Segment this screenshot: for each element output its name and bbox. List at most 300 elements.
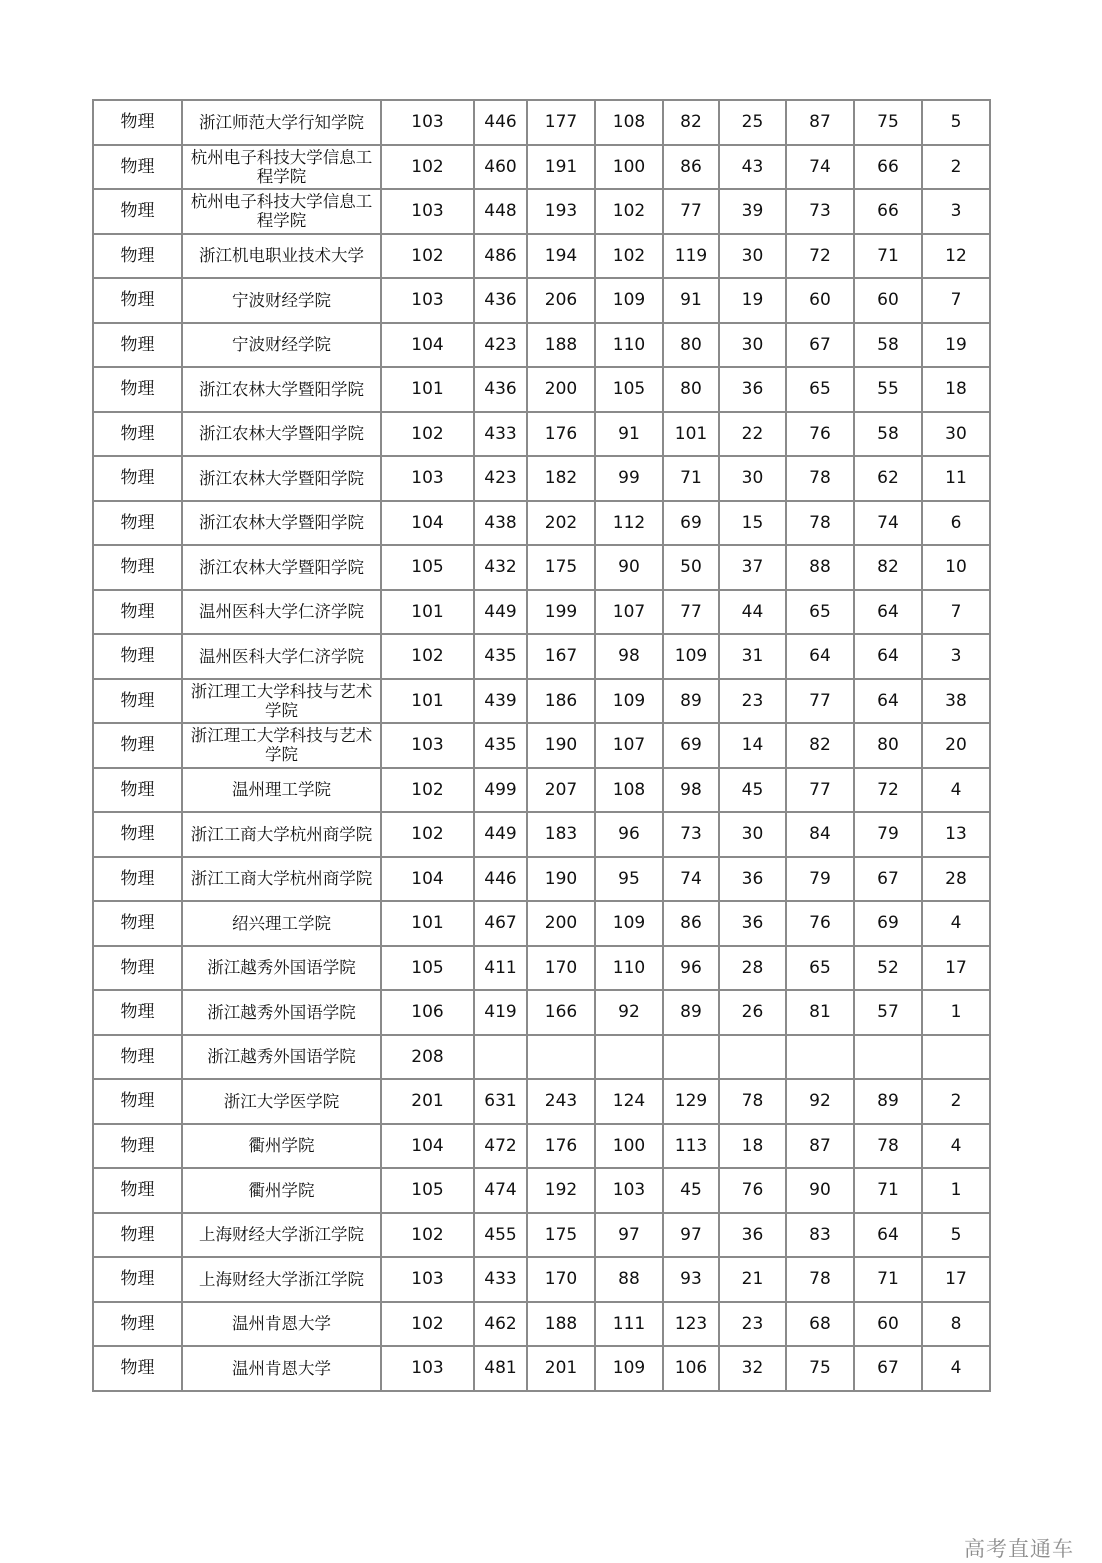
- rank-tail-cell: 17: [922, 946, 990, 991]
- school-cell: 上海财经大学浙江学院: [182, 1213, 381, 1258]
- school-cell: 浙江大学医学院: [182, 1079, 381, 1124]
- math-cell: 86: [663, 901, 719, 946]
- total-cell: 439: [474, 679, 527, 724]
- subject-cell: 物理: [93, 1035, 182, 1080]
- total-cell: 419: [474, 990, 527, 1035]
- school-cell: 绍兴理工学院: [182, 901, 381, 946]
- physics-cell: 76: [786, 901, 854, 946]
- rank-tail-cell: 2: [922, 145, 990, 190]
- school-cell: 温州肯恩大学: [182, 1302, 381, 1347]
- chinese-cell: 109: [595, 278, 663, 323]
- total-cell: 423: [474, 456, 527, 501]
- subject-cell: 物理: [93, 1346, 182, 1391]
- school-cell: 上海财经大学浙江学院: [182, 1257, 381, 1302]
- major-group-code-cell: 105: [381, 1168, 474, 1213]
- table-row: [93, 723, 990, 768]
- chinese-cell: 110: [595, 323, 663, 368]
- elective-cell: 64: [854, 634, 922, 679]
- total-cell: 486: [474, 234, 527, 279]
- chinese-cell: 103: [595, 1168, 663, 1213]
- chinese-cell: 98: [595, 634, 663, 679]
- table-row: [93, 323, 990, 368]
- rank-tail-cell: 17: [922, 1257, 990, 1302]
- rank-tail-cell: 10: [922, 545, 990, 590]
- school-cell: 浙江越秀外国语学院: [182, 1035, 381, 1080]
- subject-cell: 物理: [93, 1124, 182, 1169]
- chinese-math-sum-cell: 207: [527, 768, 595, 813]
- total-cell: 449: [474, 590, 527, 635]
- major-group-code-cell: 102: [381, 412, 474, 457]
- math-cell: 98: [663, 768, 719, 813]
- major-group-code-cell: 102: [381, 234, 474, 279]
- math-cell: 123: [663, 1302, 719, 1347]
- rank-tail-cell: 8: [922, 1302, 990, 1347]
- major-group-code-cell: 208: [381, 1035, 474, 1080]
- table-row: [93, 1079, 990, 1124]
- chinese-cell: 109: [595, 1346, 663, 1391]
- school-cell: 宁波财经学院: [182, 278, 381, 323]
- table-row: [93, 1035, 990, 1080]
- major-group-code-cell: 103: [381, 1346, 474, 1391]
- english-gap-cell: 26: [719, 990, 786, 1035]
- elective-cell: 58: [854, 412, 922, 457]
- elective-cell: [854, 1035, 922, 1080]
- subject-cell: 物理: [93, 1257, 182, 1302]
- math-cell: 50: [663, 545, 719, 590]
- total-cell: 435: [474, 634, 527, 679]
- total-cell: 433: [474, 1257, 527, 1302]
- chinese-math-sum-cell: [527, 1035, 595, 1080]
- chinese-math-sum-cell: 175: [527, 545, 595, 590]
- chinese-math-sum-cell: 188: [527, 1302, 595, 1347]
- school-cell: 衢州学院: [182, 1168, 381, 1213]
- rank-tail-cell: 11: [922, 456, 990, 501]
- major-group-code-cell: 103: [381, 456, 474, 501]
- major-group-code-cell: 105: [381, 946, 474, 991]
- table-row: [93, 1168, 990, 1213]
- math-cell: 113: [663, 1124, 719, 1169]
- major-group-code-cell: 106: [381, 990, 474, 1035]
- chinese-cell: 100: [595, 145, 663, 190]
- rank-tail-cell: 28: [922, 857, 990, 902]
- total-cell: 432: [474, 545, 527, 590]
- chinese-math-sum-cell: 194: [527, 234, 595, 279]
- rank-tail-cell: [922, 1035, 990, 1080]
- english-gap-cell: 37: [719, 545, 786, 590]
- chinese-math-sum-cell: 182: [527, 456, 595, 501]
- math-cell: 73: [663, 812, 719, 857]
- subject-cell: 物理: [93, 1302, 182, 1347]
- english-gap-cell: 76: [719, 1168, 786, 1213]
- elective-cell: 60: [854, 1302, 922, 1347]
- chinese-math-sum-cell: 166: [527, 990, 595, 1035]
- chinese-math-sum-cell: 176: [527, 1124, 595, 1169]
- english-gap-cell: [719, 1035, 786, 1080]
- physics-cell: 77: [786, 679, 854, 724]
- rank-tail-cell: 7: [922, 590, 990, 635]
- major-group-code-cell: 201: [381, 1079, 474, 1124]
- physics-cell: 72: [786, 234, 854, 279]
- english-gap-cell: 23: [719, 679, 786, 724]
- total-cell: 474: [474, 1168, 527, 1213]
- physics-cell: 88: [786, 545, 854, 590]
- elective-cell: 71: [854, 1168, 922, 1213]
- english-gap-cell: 36: [719, 901, 786, 946]
- physics-cell: 67: [786, 323, 854, 368]
- math-cell: 74: [663, 857, 719, 902]
- elective-cell: 75: [854, 100, 922, 145]
- total-cell: 467: [474, 901, 527, 946]
- table-row: [93, 679, 990, 724]
- rank-tail-cell: 4: [922, 768, 990, 813]
- chinese-cell: 112: [595, 501, 663, 546]
- english-gap-cell: 36: [719, 857, 786, 902]
- math-cell: 80: [663, 323, 719, 368]
- total-cell: 435: [474, 723, 527, 768]
- elective-cell: 64: [854, 590, 922, 635]
- school-cell: 浙江师范大学行知学院: [182, 100, 381, 145]
- school-cell: 浙江越秀外国语学院: [182, 946, 381, 991]
- table-row: [93, 1213, 990, 1258]
- english-gap-cell: 78: [719, 1079, 786, 1124]
- chinese-cell: 96: [595, 812, 663, 857]
- table-row: [93, 1346, 990, 1391]
- chinese-cell: 90: [595, 545, 663, 590]
- math-cell: 89: [663, 679, 719, 724]
- total-cell: [474, 1035, 527, 1080]
- subject-cell: 物理: [93, 812, 182, 857]
- physics-cell: 65: [786, 946, 854, 991]
- major-group-code-cell: 101: [381, 679, 474, 724]
- total-cell: 481: [474, 1346, 527, 1391]
- english-gap-cell: 45: [719, 768, 786, 813]
- school-cell: 浙江越秀外国语学院: [182, 990, 381, 1035]
- total-cell: 449: [474, 812, 527, 857]
- school-cell: 浙江农林大学暨阳学院: [182, 456, 381, 501]
- school-cell: 浙江工商大学杭州商学院: [182, 857, 381, 902]
- physics-cell: 77: [786, 768, 854, 813]
- elective-cell: 67: [854, 857, 922, 902]
- major-group-code-cell: 101: [381, 367, 474, 412]
- physics-cell: 82: [786, 723, 854, 768]
- school-cell: 浙江农林大学暨阳学院: [182, 367, 381, 412]
- chinese-cell: 108: [595, 100, 663, 145]
- elective-cell: 62: [854, 456, 922, 501]
- subject-cell: 物理: [93, 1213, 182, 1258]
- total-cell: 455: [474, 1213, 527, 1258]
- subject-cell: 物理: [93, 367, 182, 412]
- table-row: [93, 634, 990, 679]
- elective-cell: 60: [854, 278, 922, 323]
- school-cell: 温州理工学院: [182, 768, 381, 813]
- chinese-math-sum-cell: 175: [527, 1213, 595, 1258]
- math-cell: 96: [663, 946, 719, 991]
- subject-cell: 物理: [93, 100, 182, 145]
- english-gap-cell: 30: [719, 812, 786, 857]
- elective-cell: 66: [854, 189, 922, 234]
- school-cell: 衢州学院: [182, 1124, 381, 1169]
- physics-cell: 65: [786, 367, 854, 412]
- table-row: [93, 1302, 990, 1347]
- chinese-cell: 109: [595, 679, 663, 724]
- chinese-math-sum-cell: 192: [527, 1168, 595, 1213]
- math-cell: 45: [663, 1168, 719, 1213]
- rank-tail-cell: 5: [922, 1213, 990, 1258]
- chinese-cell: 102: [595, 234, 663, 279]
- table-row: [93, 545, 990, 590]
- chinese-math-sum-cell: 170: [527, 946, 595, 991]
- elective-cell: 80: [854, 723, 922, 768]
- chinese-cell: 111: [595, 1302, 663, 1347]
- english-gap-cell: 30: [719, 234, 786, 279]
- subject-cell: 物理: [93, 456, 182, 501]
- table-row: [93, 1257, 990, 1302]
- english-gap-cell: 36: [719, 367, 786, 412]
- table-body: [93, 100, 990, 1391]
- elective-cell: 57: [854, 990, 922, 1035]
- chinese-cell: 107: [595, 590, 663, 635]
- rank-tail-cell: 20: [922, 723, 990, 768]
- school-cell: 温州医科大学仁济学院: [182, 634, 381, 679]
- math-cell: 119: [663, 234, 719, 279]
- subject-cell: 物理: [93, 901, 182, 946]
- table-row: [93, 901, 990, 946]
- chinese-math-sum-cell: 190: [527, 857, 595, 902]
- rank-tail-cell: 1: [922, 1168, 990, 1213]
- rank-tail-cell: 13: [922, 812, 990, 857]
- english-gap-cell: 31: [719, 634, 786, 679]
- chinese-math-sum-cell: 201: [527, 1346, 595, 1391]
- english-gap-cell: 30: [719, 456, 786, 501]
- physics-cell: 78: [786, 1257, 854, 1302]
- major-group-code-cell: 104: [381, 857, 474, 902]
- physics-cell: 64: [786, 634, 854, 679]
- rank-tail-cell: 1: [922, 990, 990, 1035]
- subject-cell: 物理: [93, 234, 182, 279]
- subject-cell: 物理: [93, 545, 182, 590]
- total-cell: 472: [474, 1124, 527, 1169]
- chinese-cell: 110: [595, 946, 663, 991]
- physics-cell: 83: [786, 1213, 854, 1258]
- table-row: [93, 145, 990, 190]
- school-cell: 温州医科大学仁济学院: [182, 590, 381, 635]
- total-cell: 411: [474, 946, 527, 991]
- math-cell: 89: [663, 990, 719, 1035]
- rank-tail-cell: 3: [922, 189, 990, 234]
- math-cell: [663, 1035, 719, 1080]
- major-group-code-cell: 102: [381, 768, 474, 813]
- elective-cell: 79: [854, 812, 922, 857]
- physics-cell: 78: [786, 501, 854, 546]
- subject-cell: 物理: [93, 679, 182, 724]
- elective-cell: 74: [854, 501, 922, 546]
- english-gap-cell: 36: [719, 1213, 786, 1258]
- chinese-math-sum-cell: 193: [527, 189, 595, 234]
- chinese-cell: 124: [595, 1079, 663, 1124]
- rank-tail-cell: 3: [922, 634, 990, 679]
- total-cell: 631: [474, 1079, 527, 1124]
- physics-cell: 87: [786, 1124, 854, 1169]
- chinese-math-sum-cell: 200: [527, 901, 595, 946]
- math-cell: 93: [663, 1257, 719, 1302]
- physics-cell: 68: [786, 1302, 854, 1347]
- total-cell: 436: [474, 278, 527, 323]
- english-gap-cell: 39: [719, 189, 786, 234]
- english-gap-cell: 21: [719, 1257, 786, 1302]
- major-group-code-cell: 103: [381, 278, 474, 323]
- total-cell: 446: [474, 857, 527, 902]
- chinese-cell: 92: [595, 990, 663, 1035]
- rank-tail-cell: 5: [922, 100, 990, 145]
- subject-cell: 物理: [93, 857, 182, 902]
- subject-cell: 物理: [93, 412, 182, 457]
- chinese-cell: 105: [595, 367, 663, 412]
- elective-cell: 72: [854, 768, 922, 813]
- physics-cell: 74: [786, 145, 854, 190]
- chinese-math-sum-cell: 202: [527, 501, 595, 546]
- school-cell: 浙江农林大学暨阳学院: [182, 545, 381, 590]
- english-gap-cell: 43: [719, 145, 786, 190]
- table-row: [93, 234, 990, 279]
- physics-cell: 92: [786, 1079, 854, 1124]
- subject-cell: 物理: [93, 189, 182, 234]
- english-gap-cell: 28: [719, 946, 786, 991]
- major-group-code-cell: 102: [381, 1213, 474, 1258]
- chinese-math-sum-cell: 199: [527, 590, 595, 635]
- physics-cell: 79: [786, 857, 854, 902]
- total-cell: 438: [474, 501, 527, 546]
- physics-cell: 90: [786, 1168, 854, 1213]
- chinese-math-sum-cell: 191: [527, 145, 595, 190]
- table-row: [93, 812, 990, 857]
- rank-tail-cell: 4: [922, 901, 990, 946]
- table-row: [93, 501, 990, 546]
- school-cell: 浙江农林大学暨阳学院: [182, 501, 381, 546]
- chinese-cell: 102: [595, 189, 663, 234]
- english-gap-cell: 32: [719, 1346, 786, 1391]
- chinese-math-sum-cell: 176: [527, 412, 595, 457]
- major-group-code-cell: 104: [381, 323, 474, 368]
- math-cell: 91: [663, 278, 719, 323]
- elective-cell: 55: [854, 367, 922, 412]
- english-gap-cell: 19: [719, 278, 786, 323]
- rank-tail-cell: 6: [922, 501, 990, 546]
- rank-tail-cell: 30: [922, 412, 990, 457]
- major-group-code-cell: 102: [381, 145, 474, 190]
- chinese-math-sum-cell: 188: [527, 323, 595, 368]
- table-row: [93, 456, 990, 501]
- physics-cell: 84: [786, 812, 854, 857]
- total-cell: 423: [474, 323, 527, 368]
- table-row: [93, 1124, 990, 1169]
- math-cell: 71: [663, 456, 719, 501]
- watermark-text: 高考直通车: [964, 1537, 1074, 1561]
- subject-cell: 物理: [93, 1079, 182, 1124]
- elective-cell: 66: [854, 145, 922, 190]
- math-cell: 69: [663, 723, 719, 768]
- math-cell: 80: [663, 367, 719, 412]
- physics-cell: 81: [786, 990, 854, 1035]
- chinese-math-sum-cell: 167: [527, 634, 595, 679]
- english-gap-cell: 23: [719, 1302, 786, 1347]
- chinese-math-sum-cell: 170: [527, 1257, 595, 1302]
- elective-cell: 89: [854, 1079, 922, 1124]
- rank-tail-cell: 2: [922, 1079, 990, 1124]
- physics-cell: 75: [786, 1346, 854, 1391]
- english-gap-cell: 22: [719, 412, 786, 457]
- school-cell: 温州肯恩大学: [182, 1346, 381, 1391]
- chinese-cell: 109: [595, 901, 663, 946]
- elective-cell: 64: [854, 679, 922, 724]
- chinese-math-sum-cell: 190: [527, 723, 595, 768]
- major-group-code-cell: 103: [381, 100, 474, 145]
- chinese-math-sum-cell: 177: [527, 100, 595, 145]
- english-gap-cell: 18: [719, 1124, 786, 1169]
- rank-tail-cell: 12: [922, 234, 990, 279]
- rank-tail-cell: 38: [922, 679, 990, 724]
- physics-cell: 73: [786, 189, 854, 234]
- school-cell: 浙江工商大学杭州商学院: [182, 812, 381, 857]
- chinese-cell: 108: [595, 768, 663, 813]
- elective-cell: 64: [854, 1213, 922, 1258]
- major-group-code-cell: 102: [381, 634, 474, 679]
- chinese-cell: 97: [595, 1213, 663, 1258]
- school-cell: 宁波财经学院: [182, 323, 381, 368]
- math-cell: 82: [663, 100, 719, 145]
- chinese-cell: 100: [595, 1124, 663, 1169]
- english-gap-cell: 14: [719, 723, 786, 768]
- school-cell: 浙江农林大学暨阳学院: [182, 412, 381, 457]
- chinese-cell: [595, 1035, 663, 1080]
- math-cell: 97: [663, 1213, 719, 1258]
- major-group-code-cell: 104: [381, 1124, 474, 1169]
- school-cell: 浙江理工大学科技与艺术学院: [182, 723, 381, 768]
- chinese-cell: 107: [595, 723, 663, 768]
- table-row: [93, 590, 990, 635]
- chinese-math-sum-cell: 186: [527, 679, 595, 724]
- physics-cell: 65: [786, 590, 854, 635]
- math-cell: 69: [663, 501, 719, 546]
- chinese-math-sum-cell: 200: [527, 367, 595, 412]
- math-cell: 77: [663, 590, 719, 635]
- table-row: [93, 946, 990, 991]
- table-row: [93, 189, 990, 234]
- elective-cell: 69: [854, 901, 922, 946]
- total-cell: 462: [474, 1302, 527, 1347]
- physics-cell: 78: [786, 456, 854, 501]
- elective-cell: 78: [854, 1124, 922, 1169]
- admission-score-table: [92, 99, 991, 1392]
- table-row: [93, 768, 990, 813]
- math-cell: 109: [663, 634, 719, 679]
- subject-cell: 物理: [93, 323, 182, 368]
- english-gap-cell: 30: [719, 323, 786, 368]
- elective-cell: 52: [854, 946, 922, 991]
- major-group-code-cell: 105: [381, 545, 474, 590]
- math-cell: 129: [663, 1079, 719, 1124]
- elective-cell: 71: [854, 234, 922, 279]
- school-cell: 浙江机电职业技术大学: [182, 234, 381, 279]
- math-cell: 77: [663, 189, 719, 234]
- physics-cell: 60: [786, 278, 854, 323]
- table-row: [93, 100, 990, 145]
- school-cell: 杭州电子科技大学信息工程学院: [182, 189, 381, 234]
- table-row: [93, 278, 990, 323]
- subject-cell: 物理: [93, 946, 182, 991]
- elective-cell: 82: [854, 545, 922, 590]
- major-group-code-cell: 103: [381, 723, 474, 768]
- english-gap-cell: 25: [719, 100, 786, 145]
